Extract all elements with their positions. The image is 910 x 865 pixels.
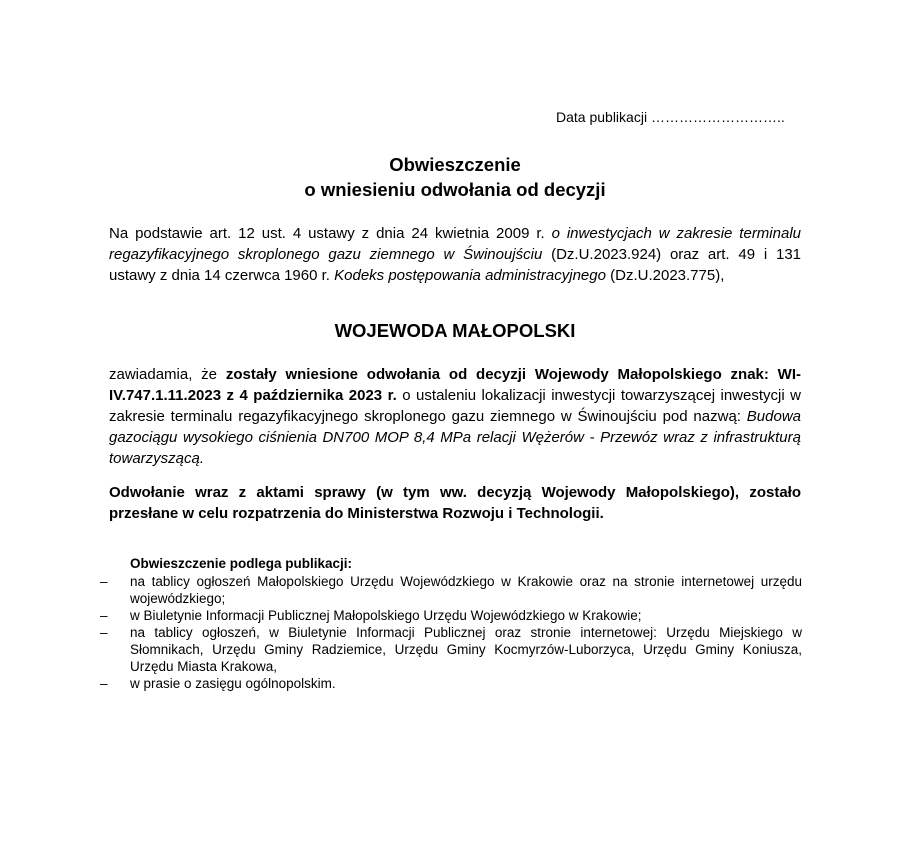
notice-decision-reference: zostały wniesione odwołania od decyzji Wojewody Małopolskiego znak: WI-IV.747.1.11.2023 z 4 października 2023 r. [109,366,801,404]
list-item-text: w prasie o zasięgu ogólnopolskim. [130,676,336,691]
act-1-reference: (Dz.U.2023.924) [551,246,662,263]
bullet-dash: – [100,608,108,623]
notice-paragraph [109,364,801,469]
list-item-text: na tablicy ogłoszeń, w Biuletynie Informacji Publicznej oraz stronie internetowej: Urzędu Miejskiego w Słomnikach, Urzędu Gminy Radziemice, Urzędu Gminy Kocmyrzów-Luborzyca, Urzędu Gminy Koniusza, Urzędu Miasta Krakowa, [130,625,802,674]
act-1-title: o inwestycjach w zakresie terminalu regazyfikacyjnego skroplonego gazu ziemnego w Świnoujściu [109,225,801,263]
authority-heading: WOJEWODA MAŁOPOLSKI [334,320,576,341]
bullet-dash: – [100,625,108,640]
notice-decision-subject: o ustaleniu lokalizacji inwestycji towarzyszącej inwestycji w zakresie terminalu regazyfikacyjnego skroplonego gazu ziemnego w Świnoujściu pod nazwą: [109,387,801,425]
publication-date-line [556,109,785,125]
publication-date-label: Data publikacji [556,109,648,125]
list-item [100,624,802,675]
list-item-text: na tablicy ogłoszeń Małopolskiego Urzędu Wojewódzkiego w Krakowie oraz na stronie internetowej urzędu wojewódzkiego; [130,574,802,606]
bullet-dash: – [100,676,108,691]
title-line-1: Obwieszczenie [389,154,521,175]
legal-basis-paragraph [109,223,801,286]
act-2-reference: (Dz.U.2023.775), [610,267,725,284]
act-2-title: Kodeks postępowania administracyjnego [334,267,606,284]
publication-heading: Obwieszczenie podlega publikacji: [130,556,353,571]
list-item [100,573,802,607]
publication-list [100,573,802,692]
bullet-dash: – [100,574,108,589]
notice-intro: zawiadamia, że [109,366,218,383]
appeal-paragraph: Odwołanie wraz z aktami sprawy (w tym ww. decyzją Wojewody Małopolskiego), zostało przesłane w celu rozpatrzenia do Ministerstwa Rozwoju i Technologii. [109,484,801,522]
publication-date-dots: ……………………….. [650,109,785,125]
investment-name: Budowa gazociągu wysokiego ciśnienia DN700 MOP 8,4 MPa relacji Wężerów - Przewóz wraz z infrastrukturą towarzyszącą. [109,408,802,467]
legal-basis-part-1: Na podstawie art. 12 ust. 4 ustawy z dnia 24 kwietnia 2009 r. [109,225,545,242]
document-title [0,152,910,202]
title-line-2: o wniesieniu odwołania od decyzji [304,179,606,200]
list-item [100,607,802,624]
list-item [100,675,802,692]
list-item-text: w Biuletynie Informacji Publicznej Małopolskiego Urzędu Wojewódzkiego w Krakowie; [130,608,642,623]
legal-basis-part-2: oraz art. 49 i 131 ustawy z dnia 14 czerwca 1960 r. [109,246,802,284]
